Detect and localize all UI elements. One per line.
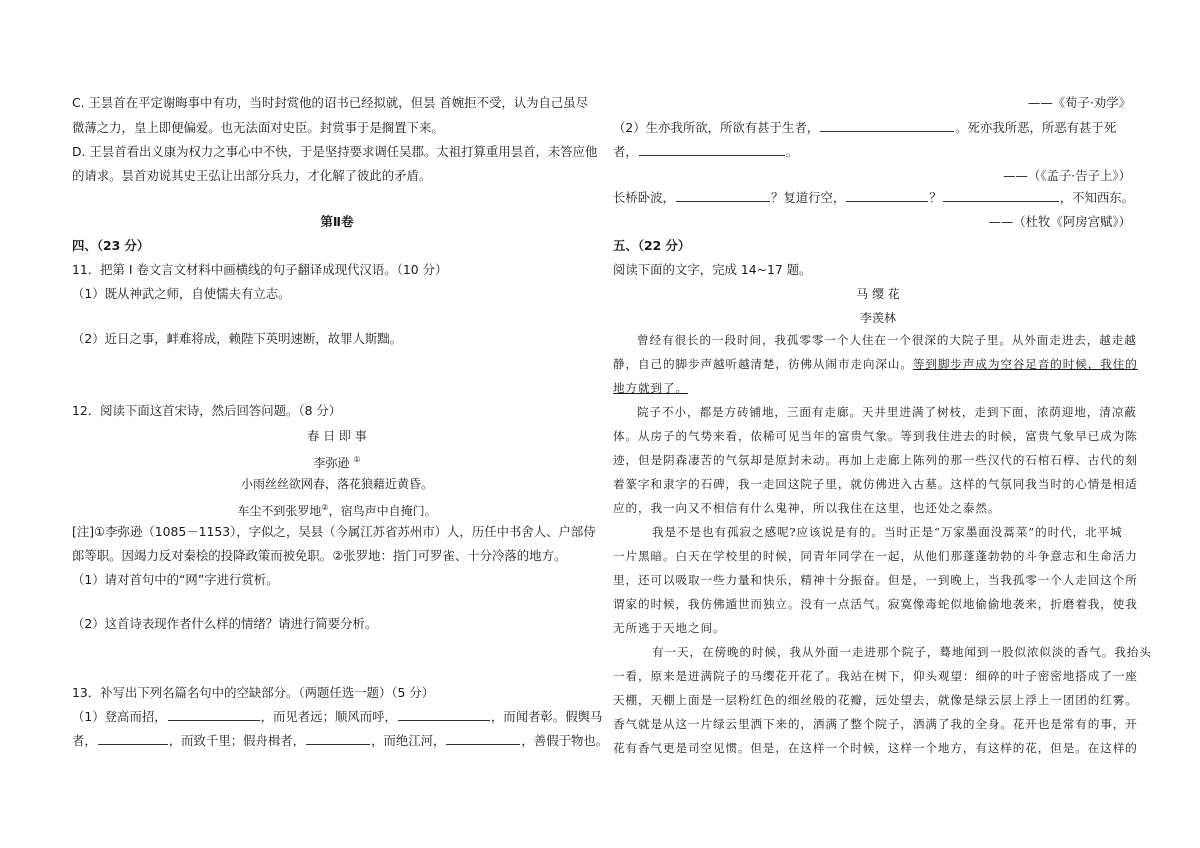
question-12-2: （2）这首诗表现作者什么样的情绪？请进行简要分析。 bbox=[72, 616, 378, 631]
q13-2-text-a: 者， bbox=[72, 733, 97, 748]
source-xunzi: ——《荀子·劝学》 bbox=[1027, 95, 1131, 110]
q13-2-1-text-b: 。死亦我所恶，所恶有甚于死 bbox=[955, 120, 1117, 135]
q13-2-text-b: ，而致千里；假舟楫者， bbox=[168, 733, 306, 748]
option-d-line-2: 的请求。昙首劝说其史王弘让出部分兵力，才化解了彼此的矛盾。 bbox=[72, 168, 432, 183]
q13-3-text-b: ？复道行空， bbox=[770, 190, 846, 205]
option-c-line-2: 微薄之力，皇上即便偏爱。也无法面对史臣。封赏事于是搁置下来。 bbox=[72, 120, 444, 135]
paragraph-3-line-1: 我是不是也有孤寂之感呢?应该说是有的。当时正是“万家墨面没蒿菜”的时代，北平城 bbox=[652, 525, 1123, 539]
reading-instruction: 阅读下面的文字，完成 14~17 题。 bbox=[613, 262, 812, 277]
paragraph-3-line-2: 一片黑暗。白天在学校里的时候，同青年同学在一起，从他们那蓬蓬勃勃的斗争意志和生命活力 bbox=[613, 549, 1138, 563]
q13-2-2-text-a: 者， bbox=[613, 144, 638, 159]
paragraph-3-line-5: 无所逃于天地之间。 bbox=[613, 621, 726, 635]
answer-blank[interactable] bbox=[168, 708, 260, 721]
poem-line-2-part-a: 车尘不到张罗地 bbox=[237, 504, 322, 518]
q13-3-text-a: 长桥卧波， bbox=[613, 190, 675, 205]
paragraph-1-line-2-text: 静，自己的脚步声越听越清楚，彷佛从闹市走向深山。 bbox=[613, 357, 913, 371]
paragraph-2-line-2: 体。从房子的气势来看，依稀可见当年的富贵气象。等到我住进去的时候，富贵气象早已成为陈 bbox=[613, 429, 1138, 443]
paragraph-4-line-5: 花有香气更是司空见惯。但是，在这样一个时候，这样一个地方，有这样的花，但是。在这样的 bbox=[613, 741, 1138, 755]
q13-2-2-text-b: 。 bbox=[785, 144, 799, 159]
question-12: 12．阅读下面这首宋诗，然后回答问题。（8 分） bbox=[72, 403, 342, 418]
poem-line-2-note-mark: ② bbox=[321, 503, 329, 512]
question-13-2-line-1 bbox=[613, 119, 1116, 137]
q13-1-text-a: （1）登高而招， bbox=[72, 709, 167, 724]
source-afang: ——（杜牧《阿房宫赋》） bbox=[988, 214, 1131, 229]
question-11-2: （2）近日之事，衅难将成，赖陛下英明速断，故罪人斯黜。 bbox=[72, 331, 403, 346]
paragraph-2-line-4: 着篆字和隶字的石碑，我一走回这院子里，就仿佛进入古墓。这样的气氛同我当时的心情是相适 bbox=[613, 477, 1138, 491]
poem-note-line-2: 郎等职。因竭力反对秦桧的投降政策而被免职。②张罗地：指门可罗雀、十分冷落的地方。 bbox=[72, 548, 567, 563]
answer-blank[interactable] bbox=[446, 732, 520, 745]
poem-author-name: 李弥逊 bbox=[313, 456, 350, 470]
q13-3-text-c: ？ bbox=[929, 190, 942, 205]
q13-3-text-d: ，不知西东。 bbox=[1059, 190, 1135, 205]
option-c-line-1: C. 王昙首在平定谢晦事中有功，当时封赏他的诏书已经拟就，但昙 首婉拒不受，认为自己虽尽 bbox=[72, 95, 589, 110]
paragraph-4-line-4: 香气就是从这一片绿云里洒下来的，洒满了整个院子，洒满了我的全身。花开也是常有的事，开 bbox=[613, 717, 1138, 731]
poem-title: 春 日 即 事 bbox=[307, 429, 367, 443]
section-4-heading: 四、（23 分） bbox=[72, 238, 150, 253]
answer-blank[interactable] bbox=[306, 732, 370, 745]
paragraph-3-line-4: 谓家的时候，我仿佛遁世而独立。没有一点活气。寂寞像毒蛇似地偷偷地袭来，折磨着我，使我 bbox=[613, 597, 1138, 611]
poem-note-line-1: [注]①李弥逊（1085－1153），字似之，吴县（今属江苏省苏州市）人，历任中书舍人、户部侍 bbox=[72, 524, 596, 539]
q13-2-text-d: ，善假于物也。 bbox=[521, 733, 609, 748]
poem-line-2 bbox=[72, 499, 602, 520]
essay-title: 马 缨 花 bbox=[856, 287, 900, 301]
answer-blank[interactable] bbox=[943, 189, 1059, 202]
paragraph-3-line-3: 里，还可以吸取一些力量和快乐，精神十分振奋。但是，一到晚上，当我孤零一个人走回这个所 bbox=[613, 573, 1138, 587]
question-13-2-line-2 bbox=[613, 143, 798, 161]
section-5-heading: 五、（22 分） bbox=[613, 238, 691, 253]
question-11: 11．把第 I 卷文言文材料中画横线的句子翻译成现代汉语。（10 分） bbox=[72, 262, 448, 277]
paragraph-4-line-1: 有一天，在傍晚的时候，我从外面一走进那个院子，蓦地闻到一股似浓似淡的香气。我抬头 bbox=[652, 645, 1152, 659]
essay-author: 李羡林 bbox=[859, 311, 896, 325]
answer-blank[interactable] bbox=[398, 708, 490, 721]
q13-1-text-c: ，而闻者彰。假舆马 bbox=[490, 709, 603, 724]
part-title: 第Ⅱ卷 bbox=[320, 214, 354, 229]
q13-1-text-b: ，而见者远；顺风而呼， bbox=[260, 709, 397, 724]
underlined-sentence-part-2: 地方就到了。 bbox=[613, 381, 688, 395]
paragraph-1-line-2 bbox=[613, 355, 1138, 373]
paragraph-4-line-3: 天棚，天棚上面是一层粉红色的细丝般的花瓣，远处望去，就像是绿云层上浮上一团团的红雾。 bbox=[613, 693, 1138, 707]
paragraph-2-line-1: 院子不小，都是方砖铺地，三面有走廊。天井里进满了树枝，走到下面，浓荫迎地，清凉蔽 bbox=[637, 405, 1137, 419]
question-12-1: （1）请对首句中的“网”字进行赏析。 bbox=[72, 572, 279, 587]
paragraph-4-line-2: 一看，原来是迸满院子的马缨花开花了。我站在树下，仰头观望：细碎的叶子密密地搭成了一座 bbox=[613, 669, 1138, 683]
question-13-1-line-2 bbox=[72, 732, 608, 750]
source-mengzi: ——（《孟子·告子上》） bbox=[1003, 168, 1131, 183]
question-13-3 bbox=[613, 189, 1134, 207]
question-13-1-line-1 bbox=[72, 708, 602, 726]
answer-blank[interactable] bbox=[820, 119, 954, 132]
q13-2-text-c: ，而绝江河， bbox=[371, 733, 446, 748]
option-d-line-1: D. 王昙首看出义康为权力之事心中不快，于是坚持要求调任吴郡。太祖打算重用昙首，未答应他 bbox=[72, 144, 598, 159]
paragraph-2-line-5: 应的，我一向又不相信有什么鬼神，所以我住在这里，也还处之泰然。 bbox=[613, 501, 1001, 515]
underlined-sentence-part-1: 等到脚步声成为空谷足音的时候，我住的 bbox=[912, 357, 1138, 371]
answer-blank[interactable] bbox=[639, 143, 785, 156]
poem-author bbox=[72, 451, 602, 472]
answer-blank[interactable] bbox=[676, 189, 770, 202]
paragraph-1-line-1: 曾经有很长的一段时间，我孤零零一个人住在一个很深的大院子里。从外面走进去，越走越 bbox=[637, 333, 1137, 347]
q13-2-1-text-a: （2）生亦我所欲，所欲有甚于生者， bbox=[613, 120, 820, 135]
poem-line-2-part-b: ，宿鸟声中自掩门。 bbox=[328, 504, 437, 518]
question-13: 13．补写出下列名篇名句中的空缺部分。（两题任选一题）（5 分） bbox=[72, 685, 435, 700]
question-11-1: （1）既从神武之师，自使懦夫有立志。 bbox=[72, 286, 291, 301]
paragraph-2-line-3: 迹，但是阴森凄苦的气氛却是原封未动。再加上走廊上陈列的那一些汉代的石棺石椁、古代的刻 bbox=[613, 453, 1138, 467]
poem-author-note-mark: ① bbox=[353, 455, 361, 464]
answer-blank[interactable] bbox=[846, 189, 928, 202]
poem-line-1: 小雨丝丝欲网春，落花狼藉近黄昏。 bbox=[240, 477, 433, 491]
answer-blank[interactable] bbox=[98, 732, 168, 745]
